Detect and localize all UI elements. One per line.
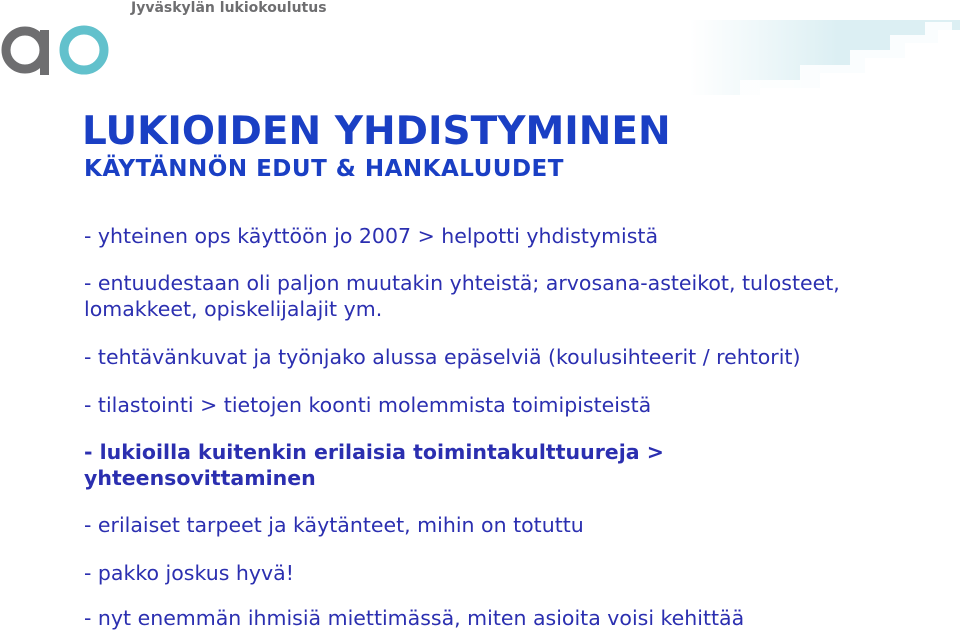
list-item xyxy=(84,270,944,322)
list-item-text: - erilaiset tarpeet ja käytänteet, mihin on totuttu xyxy=(84,513,584,537)
list-item xyxy=(84,344,944,370)
list-item xyxy=(84,392,944,418)
organization-name: Jyväskylän lukiokoulutus xyxy=(131,0,327,16)
list-item-text: - tehtävänkuvat ja työnjako alussa epäselviä (koulusihteerit / rehtorit) xyxy=(84,345,801,369)
decorative-stair-pattern xyxy=(690,0,960,95)
slide-title: LUKIOIDEN YHDISTYMINEN xyxy=(82,109,671,154)
list-item xyxy=(84,439,944,491)
list-item xyxy=(84,605,944,631)
list-item-text: - tilastointi > tietojen koonti molemmista toimipisteistä xyxy=(84,393,652,417)
list-item-text: - nyt enemmän ihmisiä miettimässä, miten asioita voisi kehittää xyxy=(84,606,745,630)
ao-logo-icon xyxy=(0,10,115,80)
list-item-text: lomakkeet, opiskelijalajit ym. xyxy=(84,297,383,321)
list-item-text: - lukioilla kuitenkin erilaisia toimintakulttuureja > xyxy=(84,440,664,464)
list-item-text: yhteensovittaminen xyxy=(84,466,316,490)
list-item xyxy=(84,512,944,538)
list-item xyxy=(84,560,944,586)
slide-subtitle: KÄYTÄNNÖN EDUT & HANKALUUDET xyxy=(84,156,564,182)
list-item xyxy=(84,223,944,249)
list-item-text: - entuudestaan oli paljon muutakin yhteistä; arvosana-asteikot, tulosteet, xyxy=(84,271,840,295)
list-item-text: - pakko joskus hyvä! xyxy=(84,561,294,585)
organization-logo xyxy=(0,0,330,90)
list-item-text: - yhteinen ops käyttöön jo 2007 > helpotti yhdistymistä xyxy=(84,224,659,248)
